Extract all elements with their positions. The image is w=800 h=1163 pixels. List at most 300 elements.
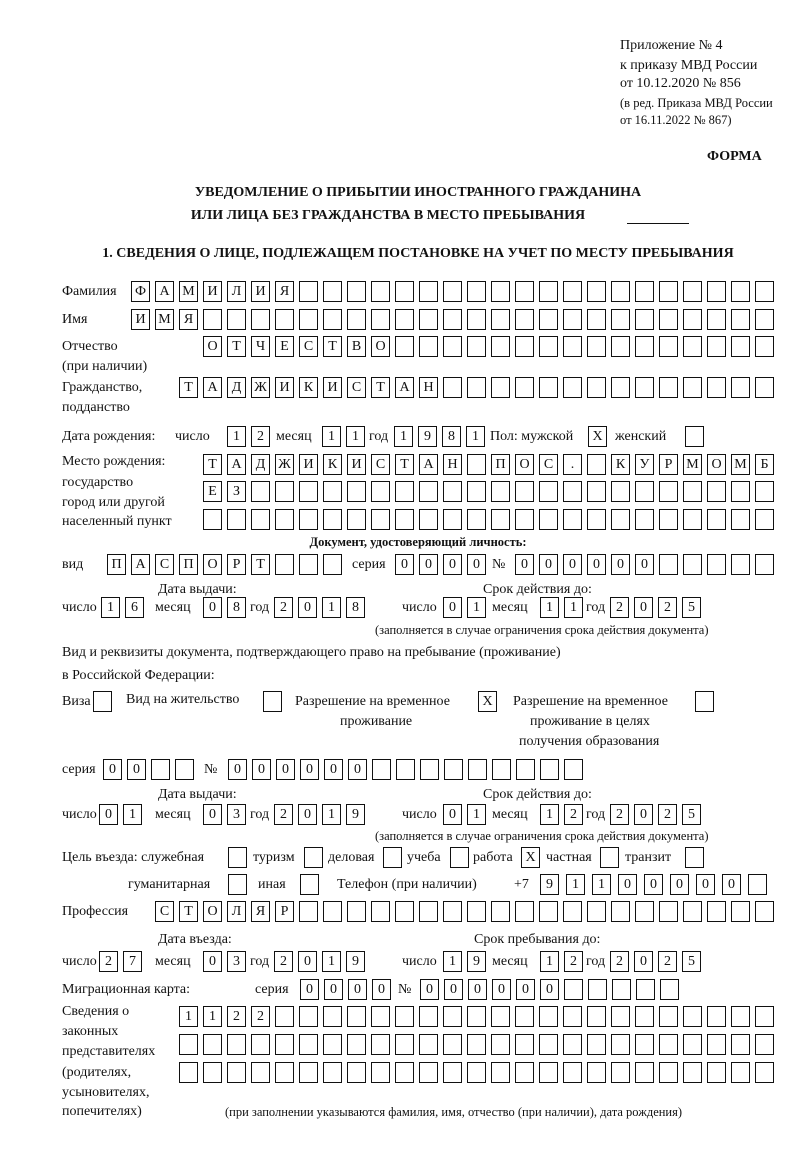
char-cell-id-kind[interactable]: С	[155, 554, 174, 575]
checkbox-doc-residence-permit[interactable]	[263, 691, 282, 712]
char-cell-patronymic[interactable]	[755, 336, 774, 357]
char-cell-id-number[interactable]	[707, 554, 726, 575]
char-cell-name[interactable]	[371, 309, 390, 330]
char-cell-id-valid-day[interactable]: 0	[443, 597, 462, 618]
char-cell-phone[interactable]: 0	[722, 874, 741, 895]
char-cell-legal-2[interactable]	[275, 1034, 294, 1055]
char-cell-birthplace-2[interactable]	[683, 481, 702, 502]
char-cell-name[interactable]	[491, 309, 510, 330]
char-cell-permit-valid-year[interactable]: 2	[610, 804, 629, 825]
char-cell-name[interactable]	[707, 309, 726, 330]
char-cell-permit-valid-day[interactable]: 0	[443, 804, 462, 825]
char-cell-name[interactable]	[275, 309, 294, 330]
char-cell-id-series[interactable]: 0	[467, 554, 486, 575]
char-cell-citizenship[interactable]	[683, 377, 702, 398]
char-cell-birthplace-3[interactable]	[683, 509, 702, 530]
char-cell-legal-1[interactable]: 2	[251, 1006, 270, 1027]
char-cell-profession[interactable]	[419, 901, 438, 922]
char-cell-stay-day[interactable]: 9	[467, 951, 486, 972]
char-cell-entry-day[interactable]: 2	[99, 951, 118, 972]
char-cell-patronymic[interactable]: В	[347, 336, 366, 357]
char-cell-legal-3[interactable]	[395, 1062, 414, 1083]
char-cell-birthplace-3[interactable]	[467, 509, 486, 530]
char-cell-birthplace-2[interactable]	[755, 481, 774, 502]
char-cell-legal-1[interactable]	[659, 1006, 678, 1027]
char-cell-mig-number[interactable]: 0	[540, 979, 559, 1000]
char-cell-permit-issue-month[interactable]: 0	[203, 804, 222, 825]
char-cell-id-issue-month[interactable]: 0	[203, 597, 222, 618]
char-cell-permit-issue-year[interactable]: 1	[322, 804, 341, 825]
char-cell-surname[interactable]	[755, 281, 774, 302]
char-cell-citizenship[interactable]	[515, 377, 534, 398]
char-cell-stay-year[interactable]: 2	[658, 951, 677, 972]
char-cell-id-valid-month[interactable]: 1	[540, 597, 559, 618]
char-cell-permit-valid-year[interactable]: 0	[634, 804, 653, 825]
char-cell-permit-valid-month[interactable]: 2	[564, 804, 583, 825]
char-cell-name[interactable]	[587, 309, 606, 330]
char-cell-birthplace-1[interactable]: Т	[395, 454, 414, 475]
char-cell-mig-number[interactable]	[636, 979, 655, 1000]
char-cell-id-issue-year[interactable]: 8	[346, 597, 365, 618]
char-cell-id-kind[interactable]	[299, 554, 318, 575]
char-cell-legal-2[interactable]	[419, 1034, 438, 1055]
char-cell-birthplace-2[interactable]	[491, 481, 510, 502]
char-cell-name[interactable]	[347, 309, 366, 330]
char-cell-name[interactable]	[755, 309, 774, 330]
char-cell-id-valid-year[interactable]: 5	[682, 597, 701, 618]
char-cell-birthplace-1[interactable]: П	[491, 454, 510, 475]
char-cell-permit-number[interactable]	[516, 759, 535, 780]
char-cell-birthplace-2[interactable]	[299, 481, 318, 502]
char-cell-profession[interactable]	[323, 901, 342, 922]
char-cell-permit-series[interactable]: 0	[103, 759, 122, 780]
char-cell-profession[interactable]	[683, 901, 702, 922]
char-cell-name[interactable]	[203, 309, 222, 330]
char-cell-id-kind[interactable]	[275, 554, 294, 575]
char-cell-patronymic[interactable]: О	[371, 336, 390, 357]
char-cell-name[interactable]	[563, 309, 582, 330]
char-cell-profession[interactable]: С	[155, 901, 174, 922]
char-cell-legal-1[interactable]	[347, 1006, 366, 1027]
char-cell-entry-month[interactable]: 3	[227, 951, 246, 972]
char-cell-mig-number[interactable]: 0	[420, 979, 439, 1000]
char-cell-birthplace-1[interactable]	[587, 454, 606, 475]
char-cell-birthplace-3[interactable]	[515, 509, 534, 530]
char-cell-surname[interactable]	[371, 281, 390, 302]
char-cell-birthplace-1[interactable]: Ж	[275, 454, 294, 475]
char-cell-name[interactable]	[443, 309, 462, 330]
char-cell-mig-series[interactable]: 0	[324, 979, 343, 1000]
char-cell-mig-series[interactable]: 0	[348, 979, 367, 1000]
char-cell-patronymic[interactable]	[539, 336, 558, 357]
char-cell-profession[interactable]	[371, 901, 390, 922]
char-cell-profession[interactable]	[731, 901, 750, 922]
char-cell-birthplace-2[interactable]	[371, 481, 390, 502]
char-cell-birthplace-1[interactable]: К	[323, 454, 342, 475]
char-cell-name[interactable]	[395, 309, 414, 330]
char-cell-patronymic[interactable]	[731, 336, 750, 357]
char-cell-citizenship[interactable]: К	[299, 377, 318, 398]
char-cell-legal-1[interactable]: 2	[227, 1006, 246, 1027]
char-cell-legal-1[interactable]	[587, 1006, 606, 1027]
char-cell-surname[interactable]: А	[155, 281, 174, 302]
char-cell-birthplace-1[interactable]: И	[347, 454, 366, 475]
char-cell-patronymic[interactable]	[635, 336, 654, 357]
char-cell-id-number[interactable]: 0	[611, 554, 630, 575]
char-cell-legal-2[interactable]	[491, 1034, 510, 1055]
char-cell-birthplace-3[interactable]	[419, 509, 438, 530]
char-cell-surname[interactable]	[587, 281, 606, 302]
char-cell-birthplace-1[interactable]: И	[299, 454, 318, 475]
char-cell-id-number[interactable]: 0	[515, 554, 534, 575]
char-cell-id-number[interactable]: 0	[587, 554, 606, 575]
char-cell-permit-number[interactable]: 0	[300, 759, 319, 780]
char-cell-birthplace-3[interactable]	[299, 509, 318, 530]
char-cell-surname[interactable]	[731, 281, 750, 302]
char-cell-birth-year[interactable]: 9	[418, 426, 437, 447]
checkbox-doc-temp-residence[interactable]: X	[478, 691, 497, 712]
char-cell-birthplace-3[interactable]	[659, 509, 678, 530]
char-cell-birthplace-1[interactable]: С	[371, 454, 390, 475]
char-cell-phone[interactable]: 0	[670, 874, 689, 895]
char-cell-profession[interactable]	[539, 901, 558, 922]
char-cell-permit-number[interactable]: 0	[324, 759, 343, 780]
char-cell-id-number[interactable]: 0	[539, 554, 558, 575]
char-cell-patronymic[interactable]	[707, 336, 726, 357]
char-cell-id-kind[interactable]: П	[179, 554, 198, 575]
char-cell-birthplace-3[interactable]	[371, 509, 390, 530]
checkbox-doc-temp-residence-edu[interactable]	[695, 691, 714, 712]
char-cell-permit-number[interactable]: 0	[252, 759, 271, 780]
char-cell-birthplace-3[interactable]	[203, 509, 222, 530]
char-cell-citizenship[interactable]	[467, 377, 486, 398]
char-cell-legal-1[interactable]	[323, 1006, 342, 1027]
char-cell-legal-3[interactable]	[203, 1062, 222, 1083]
char-cell-legal-1[interactable]	[683, 1006, 702, 1027]
char-cell-birthplace-1[interactable]: А	[227, 454, 246, 475]
char-cell-surname[interactable]	[299, 281, 318, 302]
char-cell-permit-valid-year[interactable]: 5	[682, 804, 701, 825]
char-cell-legal-1[interactable]	[539, 1006, 558, 1027]
char-cell-birthplace-3[interactable]	[275, 509, 294, 530]
char-cell-citizenship[interactable]	[731, 377, 750, 398]
char-cell-profession[interactable]	[515, 901, 534, 922]
char-cell-birthplace-3[interactable]	[611, 509, 630, 530]
char-cell-profession[interactable]	[635, 901, 654, 922]
char-cell-id-series[interactable]: 0	[419, 554, 438, 575]
char-cell-patronymic[interactable]: Т	[227, 336, 246, 357]
char-cell-birthplace-2[interactable]	[347, 481, 366, 502]
char-cell-birthplace-2[interactable]	[323, 481, 342, 502]
char-cell-birthplace-2[interactable]	[275, 481, 294, 502]
char-cell-legal-3[interactable]	[563, 1062, 582, 1083]
char-cell-legal-1[interactable]	[755, 1006, 774, 1027]
char-cell-birthplace-1[interactable]: Д	[251, 454, 270, 475]
char-cell-phone[interactable]: 0	[644, 874, 663, 895]
char-cell-legal-2[interactable]	[683, 1034, 702, 1055]
char-cell-legal-1[interactable]	[707, 1006, 726, 1027]
char-cell-profession[interactable]	[587, 901, 606, 922]
char-cell-citizenship[interactable]	[659, 377, 678, 398]
char-cell-birthplace-2[interactable]	[707, 481, 726, 502]
char-cell-permit-issue-year[interactable]: 0	[298, 804, 317, 825]
char-cell-legal-1[interactable]	[443, 1006, 462, 1027]
char-cell-stay-year[interactable]: 5	[682, 951, 701, 972]
char-cell-permit-number[interactable]	[540, 759, 559, 780]
char-cell-permit-issue-year[interactable]: 2	[274, 804, 293, 825]
char-cell-permit-series[interactable]: 0	[127, 759, 146, 780]
char-cell-entry-day[interactable]: 7	[123, 951, 142, 972]
char-cell-id-number[interactable]	[755, 554, 774, 575]
char-cell-citizenship[interactable]	[755, 377, 774, 398]
char-cell-permit-issue-month[interactable]: 3	[227, 804, 246, 825]
char-cell-birthplace-3[interactable]	[587, 509, 606, 530]
char-cell-legal-3[interactable]	[659, 1062, 678, 1083]
char-cell-permit-issue-day[interactable]: 1	[123, 804, 142, 825]
char-cell-birthplace-2[interactable]	[587, 481, 606, 502]
char-cell-legal-3[interactable]	[539, 1062, 558, 1083]
char-cell-surname[interactable]	[707, 281, 726, 302]
checkbox-purpose-other[interactable]	[300, 874, 319, 895]
char-cell-legal-3[interactable]	[179, 1062, 198, 1083]
char-cell-surname[interactable]: Я	[275, 281, 294, 302]
char-cell-birth-year[interactable]: 1	[466, 426, 485, 447]
char-cell-patronymic[interactable]	[611, 336, 630, 357]
checkbox-doc-visa[interactable]	[93, 691, 112, 712]
char-cell-legal-3[interactable]	[467, 1062, 486, 1083]
char-cell-surname[interactable]	[491, 281, 510, 302]
char-cell-citizenship[interactable]: А	[395, 377, 414, 398]
char-cell-surname[interactable]	[515, 281, 534, 302]
char-cell-citizenship[interactable]	[443, 377, 462, 398]
char-cell-citizenship[interactable]: Т	[371, 377, 390, 398]
char-cell-profession[interactable]: Л	[227, 901, 246, 922]
char-cell-patronymic[interactable]: Т	[323, 336, 342, 357]
char-cell-mig-number[interactable]: 0	[444, 979, 463, 1000]
char-cell-permit-number[interactable]	[492, 759, 511, 780]
char-cell-birthplace-1[interactable]	[467, 454, 486, 475]
char-cell-legal-2[interactable]	[395, 1034, 414, 1055]
char-cell-id-valid-year[interactable]: 0	[634, 597, 653, 618]
char-cell-id-kind[interactable]: Р	[227, 554, 246, 575]
checkbox-purpose-work[interactable]: X	[521, 847, 540, 868]
char-cell-citizenship[interactable]: Ж	[251, 377, 270, 398]
char-cell-birthplace-2[interactable]	[419, 481, 438, 502]
char-cell-legal-3[interactable]	[731, 1062, 750, 1083]
char-cell-name[interactable]: М	[155, 309, 174, 330]
char-cell-legal-2[interactable]	[755, 1034, 774, 1055]
char-cell-id-kind[interactable]: О	[203, 554, 222, 575]
char-cell-birthplace-3[interactable]	[539, 509, 558, 530]
char-cell-entry-year[interactable]: 2	[274, 951, 293, 972]
char-cell-legal-3[interactable]	[323, 1062, 342, 1083]
char-cell-permit-number[interactable]: 0	[228, 759, 247, 780]
char-cell-birthplace-1[interactable]: О	[707, 454, 726, 475]
char-cell-patronymic[interactable]	[659, 336, 678, 357]
char-cell-legal-3[interactable]	[611, 1062, 630, 1083]
char-cell-birthplace-3[interactable]	[347, 509, 366, 530]
char-cell-birthplace-3[interactable]	[491, 509, 510, 530]
char-cell-id-kind[interactable]	[323, 554, 342, 575]
checkbox-sex-male[interactable]: X	[588, 426, 607, 447]
char-cell-legal-3[interactable]	[443, 1062, 462, 1083]
char-cell-birth-month[interactable]: 1	[322, 426, 341, 447]
char-cell-birthplace-2[interactable]	[539, 481, 558, 502]
char-cell-birth-day[interactable]: 2	[251, 426, 270, 447]
char-cell-surname[interactable]	[467, 281, 486, 302]
char-cell-name[interactable]	[731, 309, 750, 330]
char-cell-legal-2[interactable]	[587, 1034, 606, 1055]
char-cell-surname[interactable]	[683, 281, 702, 302]
char-cell-birthplace-1[interactable]: О	[515, 454, 534, 475]
char-cell-name[interactable]	[515, 309, 534, 330]
char-cell-id-number[interactable]	[731, 554, 750, 575]
char-cell-stay-day[interactable]: 1	[443, 951, 462, 972]
char-cell-mig-series[interactable]: 0	[300, 979, 319, 1000]
char-cell-name[interactable]	[227, 309, 246, 330]
char-cell-birthplace-2[interactable]	[467, 481, 486, 502]
char-cell-birthplace-3[interactable]	[635, 509, 654, 530]
char-cell-citizenship[interactable]	[587, 377, 606, 398]
char-cell-legal-1[interactable]	[515, 1006, 534, 1027]
char-cell-birthplace-1[interactable]: Н	[443, 454, 462, 475]
char-cell-patronymic[interactable]	[587, 336, 606, 357]
char-cell-legal-2[interactable]	[467, 1034, 486, 1055]
char-cell-name[interactable]	[419, 309, 438, 330]
char-cell-profession[interactable]	[659, 901, 678, 922]
char-cell-legal-1[interactable]	[635, 1006, 654, 1027]
char-cell-permit-issue-year[interactable]: 9	[346, 804, 365, 825]
char-cell-birth-day[interactable]: 1	[227, 426, 246, 447]
char-cell-entry-year[interactable]: 1	[322, 951, 341, 972]
char-cell-citizenship[interactable]	[707, 377, 726, 398]
char-cell-citizenship[interactable]: А	[203, 377, 222, 398]
char-cell-birthplace-1[interactable]: А	[419, 454, 438, 475]
char-cell-birthplace-1[interactable]: Р	[659, 454, 678, 475]
char-cell-birthplace-3[interactable]	[563, 509, 582, 530]
char-cell-id-kind[interactable]: А	[131, 554, 150, 575]
char-cell-permit-issue-day[interactable]: 0	[99, 804, 118, 825]
char-cell-id-number[interactable]	[659, 554, 678, 575]
char-cell-legal-2[interactable]	[515, 1034, 534, 1055]
char-cell-phone[interactable]: 9	[540, 874, 559, 895]
char-cell-legal-1[interactable]	[299, 1006, 318, 1027]
char-cell-profession[interactable]: Т	[179, 901, 198, 922]
char-cell-profession[interactable]	[347, 901, 366, 922]
char-cell-birthplace-1[interactable]: Т	[203, 454, 222, 475]
char-cell-surname[interactable]	[419, 281, 438, 302]
char-cell-patronymic[interactable]	[443, 336, 462, 357]
char-cell-citizenship[interactable]: И	[275, 377, 294, 398]
char-cell-birthplace-3[interactable]	[443, 509, 462, 530]
char-cell-surname[interactable]: Ф	[131, 281, 150, 302]
char-cell-permit-valid-day[interactable]: 1	[467, 804, 486, 825]
char-cell-birthplace-1[interactable]: У	[635, 454, 654, 475]
char-cell-citizenship[interactable]	[491, 377, 510, 398]
char-cell-id-valid-year[interactable]: 2	[610, 597, 629, 618]
char-cell-permit-series[interactable]	[151, 759, 170, 780]
char-cell-entry-year[interactable]: 9	[346, 951, 365, 972]
char-cell-id-kind[interactable]: П	[107, 554, 126, 575]
char-cell-id-series[interactable]: 0	[395, 554, 414, 575]
char-cell-birthplace-2[interactable]	[251, 481, 270, 502]
char-cell-entry-year[interactable]: 0	[298, 951, 317, 972]
char-cell-legal-2[interactable]	[179, 1034, 198, 1055]
char-cell-id-series[interactable]: 0	[443, 554, 462, 575]
char-cell-citizenship[interactable]: С	[347, 377, 366, 398]
char-cell-surname[interactable]	[395, 281, 414, 302]
char-cell-citizenship[interactable]: Д	[227, 377, 246, 398]
char-cell-legal-3[interactable]	[251, 1062, 270, 1083]
char-cell-legal-2[interactable]	[611, 1034, 630, 1055]
char-cell-profession[interactable]	[563, 901, 582, 922]
char-cell-birthplace-2[interactable]	[635, 481, 654, 502]
char-cell-legal-1[interactable]: 1	[203, 1006, 222, 1027]
char-cell-surname[interactable]	[539, 281, 558, 302]
char-cell-name[interactable]	[251, 309, 270, 330]
char-cell-surname[interactable]: И	[203, 281, 222, 302]
char-cell-legal-3[interactable]	[347, 1062, 366, 1083]
char-cell-birthplace-2[interactable]	[611, 481, 630, 502]
char-cell-birthplace-2[interactable]	[443, 481, 462, 502]
char-cell-citizenship[interactable]: И	[323, 377, 342, 398]
char-cell-profession[interactable]	[395, 901, 414, 922]
char-cell-legal-3[interactable]	[227, 1062, 246, 1083]
char-cell-patronymic[interactable]: С	[299, 336, 318, 357]
char-cell-legal-2[interactable]	[563, 1034, 582, 1055]
char-cell-id-number[interactable]	[683, 554, 702, 575]
char-cell-legal-2[interactable]	[659, 1034, 678, 1055]
char-cell-surname[interactable]	[563, 281, 582, 302]
char-cell-birthplace-1[interactable]: К	[611, 454, 630, 475]
char-cell-birthplace-1[interactable]: С	[539, 454, 558, 475]
char-cell-profession[interactable]	[443, 901, 462, 922]
char-cell-mig-number[interactable]	[564, 979, 583, 1000]
char-cell-permit-number[interactable]	[564, 759, 583, 780]
char-cell-legal-2[interactable]	[635, 1034, 654, 1055]
char-cell-birthplace-2[interactable]	[563, 481, 582, 502]
char-cell-birth-month[interactable]: 1	[346, 426, 365, 447]
char-cell-id-issue-day[interactable]: 6	[125, 597, 144, 618]
char-cell-legal-3[interactable]	[491, 1062, 510, 1083]
char-cell-stay-year[interactable]: 0	[634, 951, 653, 972]
char-cell-permit-number[interactable]	[372, 759, 391, 780]
char-cell-name[interactable]	[611, 309, 630, 330]
char-cell-permit-valid-month[interactable]: 1	[540, 804, 559, 825]
char-cell-legal-1[interactable]	[419, 1006, 438, 1027]
char-cell-patronymic[interactable]: О	[203, 336, 222, 357]
char-cell-citizenship[interactable]	[539, 377, 558, 398]
checkbox-purpose-study[interactable]	[450, 847, 469, 868]
char-cell-mig-number[interactable]: 0	[516, 979, 535, 1000]
char-cell-birthplace-2[interactable]	[659, 481, 678, 502]
char-cell-patronymic[interactable]	[683, 336, 702, 357]
checkbox-purpose-transit[interactable]	[685, 847, 704, 868]
char-cell-surname[interactable]	[659, 281, 678, 302]
char-cell-birthplace-3[interactable]	[323, 509, 342, 530]
checkbox-purpose-humanitarian[interactable]	[228, 874, 247, 895]
char-cell-surname[interactable]: И	[251, 281, 270, 302]
char-cell-surname[interactable]: Л	[227, 281, 246, 302]
char-cell-birthplace-3[interactable]	[731, 509, 750, 530]
char-cell-surname[interactable]	[635, 281, 654, 302]
char-cell-id-issue-year[interactable]: 2	[274, 597, 293, 618]
char-cell-profession[interactable]	[755, 901, 774, 922]
char-cell-legal-3[interactable]	[683, 1062, 702, 1083]
char-cell-mig-series[interactable]: 0	[372, 979, 391, 1000]
char-cell-id-issue-month[interactable]: 8	[227, 597, 246, 618]
char-cell-phone[interactable]	[748, 874, 767, 895]
